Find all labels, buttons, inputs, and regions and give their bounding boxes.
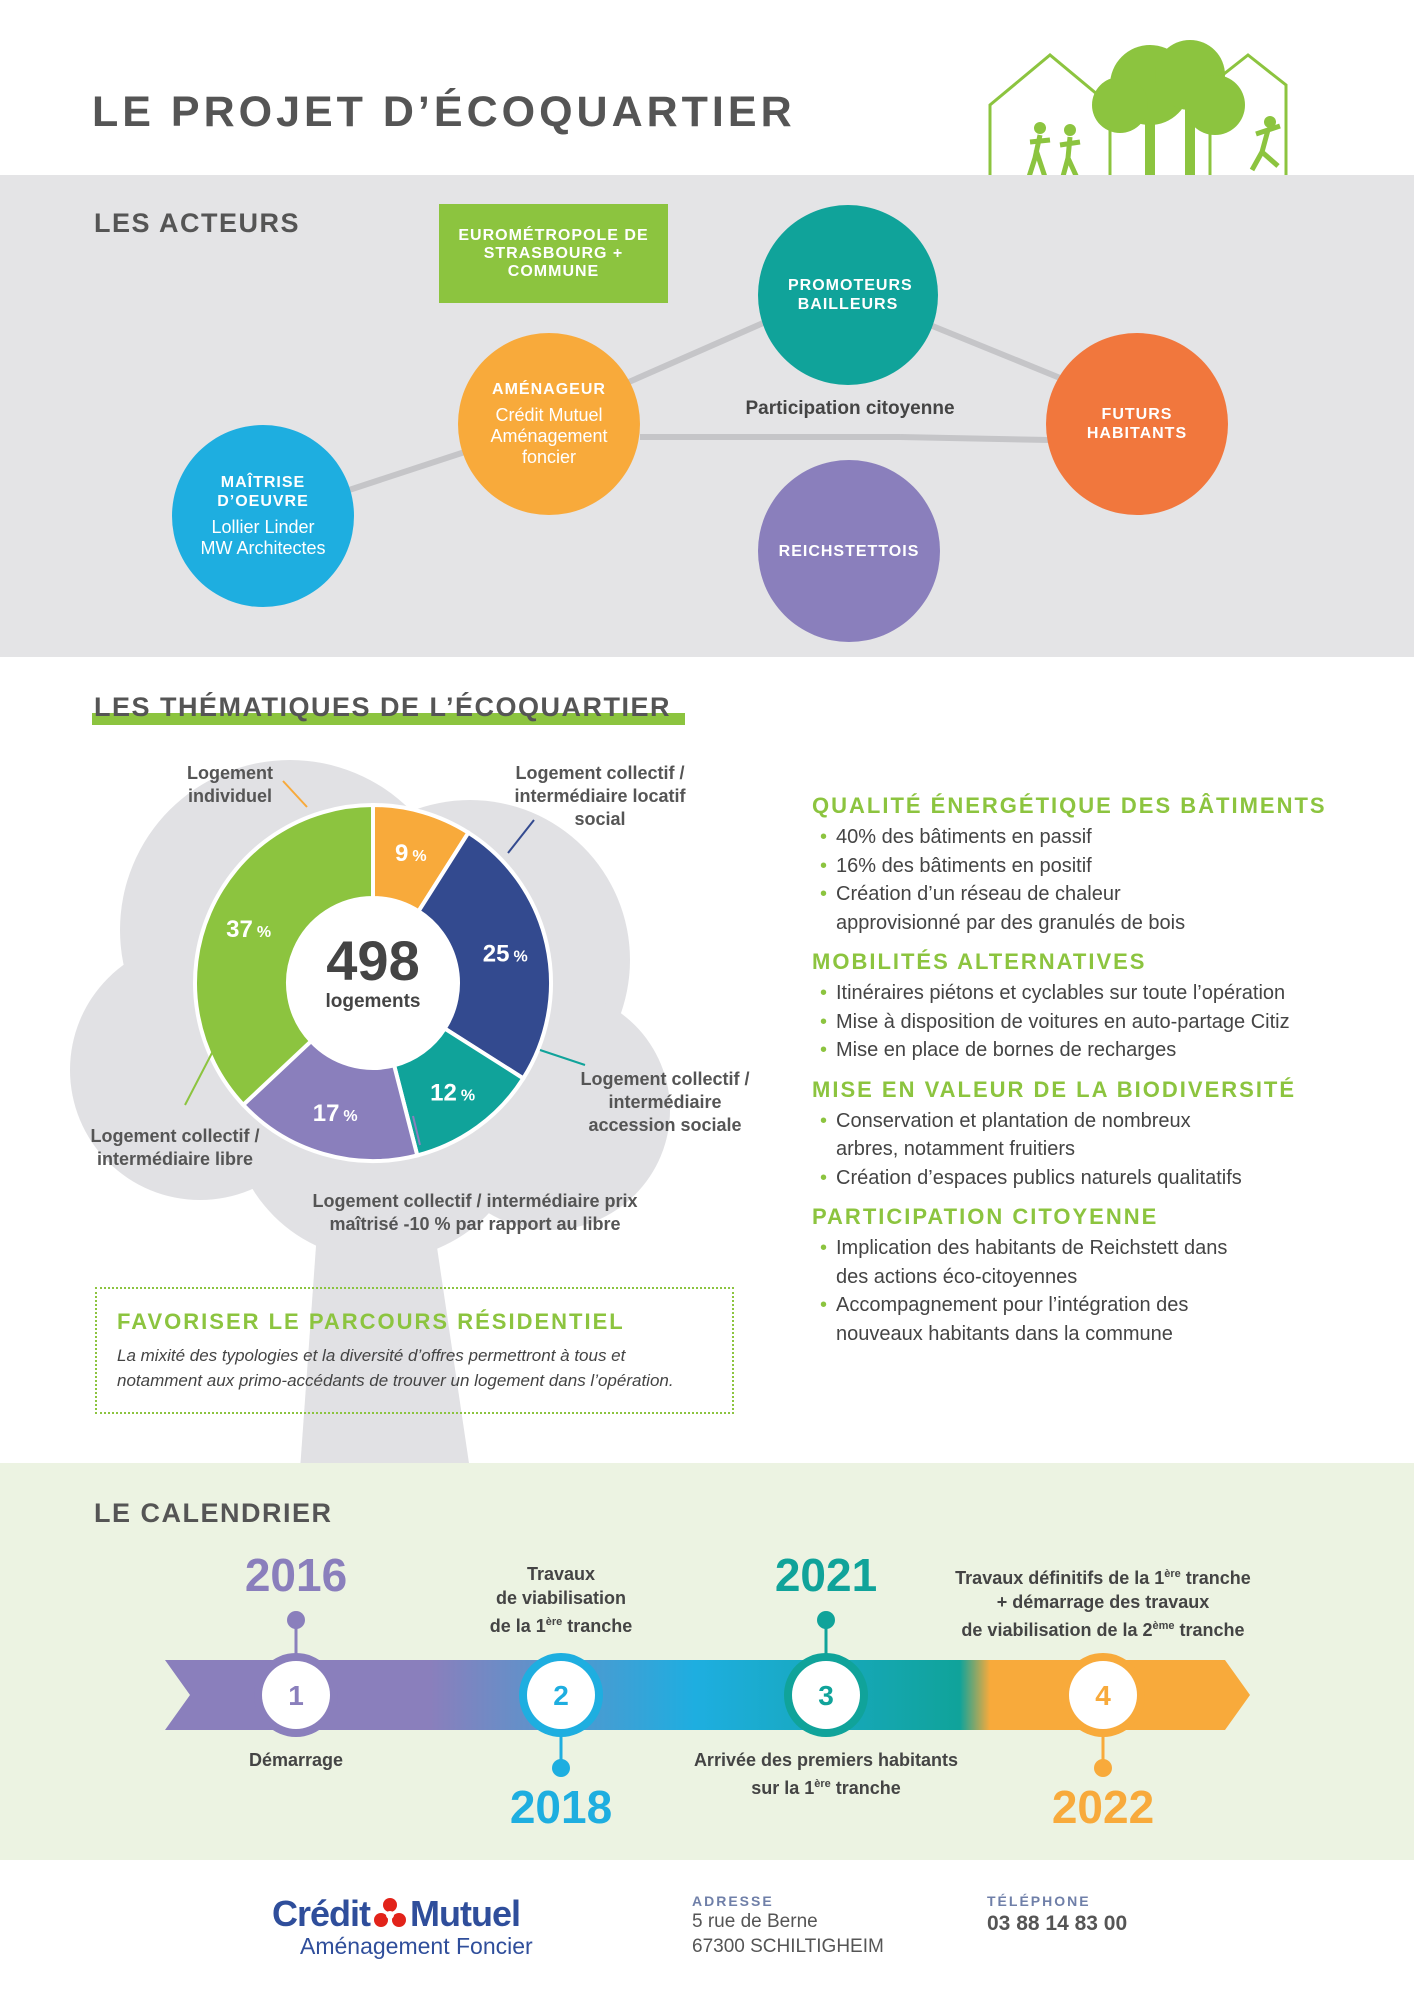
year-2021: 2021 bbox=[774, 1549, 878, 1601]
brand-subtitle: Aménagement Foncier bbox=[300, 1933, 533, 1959]
theme-item: • 40% des bâtiments en passif bbox=[812, 823, 1372, 852]
step-text-3: Arrivée des premiers habitants sur la 1ère tranche bbox=[693, 1750, 959, 1798]
theme-title: PARTICIPATION CITOYENNE bbox=[812, 1204, 1159, 1229]
step-number-4: 4 bbox=[1095, 1680, 1111, 1711]
donut-slice-label: 12 % bbox=[430, 1079, 476, 1107]
year-2016: 2016 bbox=[244, 1549, 348, 1601]
step-text-4: Travaux définitifs de la 1ère tranche + démarrage des travaux de viabilisation de la 2ème tranche bbox=[955, 1568, 1251, 1640]
theme-item: • Conservation et plantation de nombreux arbres, notamment fruitiers bbox=[812, 1107, 1216, 1164]
thematiques-title: LES THÉMATIQUES DE L’ÉCOQUARTIER bbox=[92, 692, 675, 722]
step-text-1: Démarrage bbox=[248, 1750, 344, 1770]
parcours-title: FAVORISER LE PARCOURS RÉSIDENTIEL bbox=[117, 1309, 625, 1334]
parcours-box bbox=[95, 1287, 734, 1414]
theme-item: • Itinéraires piétons et cyclables sur toute l’opération bbox=[812, 979, 1372, 1008]
theme-item: • Création d’espaces publics naturels qualitatifs bbox=[812, 1164, 1372, 1193]
step-text-2: Travaux de viabilisation de la 1ère tranche bbox=[489, 1564, 633, 1636]
step-number-2: 2 bbox=[553, 1680, 569, 1711]
label-social: Logement collectif / intermédiaire locatif social bbox=[514, 763, 686, 829]
phone-number: 03 88 14 83 00 bbox=[987, 1912, 1128, 1935]
label-accession: Logement collectif / intermédiaire accession sociale bbox=[580, 1069, 750, 1135]
year-2022: 2022 bbox=[1051, 1781, 1155, 1833]
maitrise-circle: MAÎTRISE D’OEUVRE Lollier Linder MW Architectes bbox=[172, 425, 354, 607]
theme-item: • Création d’un réseau de chaleur approvisionné par des granulés de bois bbox=[812, 880, 1216, 937]
theme-item: • 16% des bâtiments en positif bbox=[812, 852, 1372, 881]
theme-groups bbox=[812, 793, 1372, 1348]
address-line-1: 5 rue de Berne bbox=[692, 1911, 818, 1932]
parcours-text: La mixité des typologies et la diversité d’offres permettront à tous et notamment aux primo-accédants de trouver un logement dans l’opération. bbox=[117, 1346, 674, 1390]
theme-group bbox=[812, 1077, 1372, 1193]
theme-group bbox=[812, 793, 1372, 937]
brand-emblem-icon bbox=[372, 1896, 408, 1932]
donut-slice-label: 25 % bbox=[482, 940, 528, 968]
futurs-habitants-circle: FUTURS HABITANTS bbox=[1046, 333, 1228, 515]
brand-logo bbox=[272, 1893, 572, 1960]
label-maitrise: Logement collectif / intermédiaire prix maîtrisé -10 % par rapport au libre bbox=[312, 1191, 638, 1234]
theme-group bbox=[812, 1204, 1372, 1348]
theme-title: MOBILITÉS ALTERNATIVES bbox=[812, 949, 1147, 974]
participation-label: Participation citoyenne bbox=[745, 398, 955, 419]
phone-block bbox=[987, 1893, 1127, 1936]
total-label: logements bbox=[325, 991, 421, 1012]
page-title: LE PROJET D’ÉCOQUARTIER bbox=[92, 88, 796, 136]
theme-item: • Mise à disposition de voitures en auto-partage Citiz bbox=[812, 1008, 1372, 1037]
address-line-2: 67300 SCHILTIGHEIM bbox=[692, 1936, 884, 1957]
address-block bbox=[692, 1893, 884, 1959]
brand-word-1: Crédit bbox=[272, 1893, 371, 1934]
phone-label: TÉLÉPHONE bbox=[987, 1893, 1091, 1909]
step-number-3: 3 bbox=[818, 1680, 834, 1711]
theme-item: • Accompagnement pour l’intégration des nouveaux habitants dans la commune bbox=[812, 1291, 1256, 1348]
address-label: ADRESSE bbox=[692, 1893, 774, 1909]
total-number: 498 bbox=[326, 929, 420, 992]
calendrier-title: LE CALENDRIER bbox=[92, 1498, 337, 1528]
theme-title: QUALITÉ ÉNERGÉTIQUE DES BÂTIMENTS bbox=[812, 793, 1327, 818]
theme-item: • Mise en place de bornes de recharges bbox=[812, 1036, 1372, 1065]
label-libre: Logement collectif / intermédiaire libre bbox=[90, 1126, 260, 1169]
theme-group bbox=[812, 949, 1372, 1065]
label-individuel: Logement individuel bbox=[186, 763, 273, 806]
donut-slice-label: 17 % bbox=[312, 1100, 358, 1128]
theme-item: • Implication des habitants de Reichstett dans des actions éco-citoyennes bbox=[812, 1234, 1236, 1291]
donut-slice-label: 37 % bbox=[226, 916, 272, 944]
brand-word-2: Mutuel bbox=[410, 1893, 520, 1934]
promoteurs-circle: PROMOTEURS BAILLEURS bbox=[758, 205, 938, 385]
reichstettois-circle: REICHSTETTOIS bbox=[758, 460, 940, 642]
step-number-1: 1 bbox=[288, 1680, 304, 1711]
theme-title: MISE EN VALEUR DE LA BIODIVERSITÉ bbox=[812, 1076, 1297, 1102]
eurometropole-box: EUROMÉTROPOLE DE STRASBOURG + COMMUNE bbox=[439, 204, 668, 303]
year-2018: 2018 bbox=[509, 1781, 613, 1833]
amenageur-circle: AMÉNAGEUR Crédit Mutuel Aménagement foncier bbox=[458, 333, 640, 515]
acteurs-title: LES ACTEURS bbox=[92, 208, 304, 238]
eco-illustration bbox=[980, 30, 1310, 180]
donut-slice-label: 9 % bbox=[395, 839, 427, 867]
